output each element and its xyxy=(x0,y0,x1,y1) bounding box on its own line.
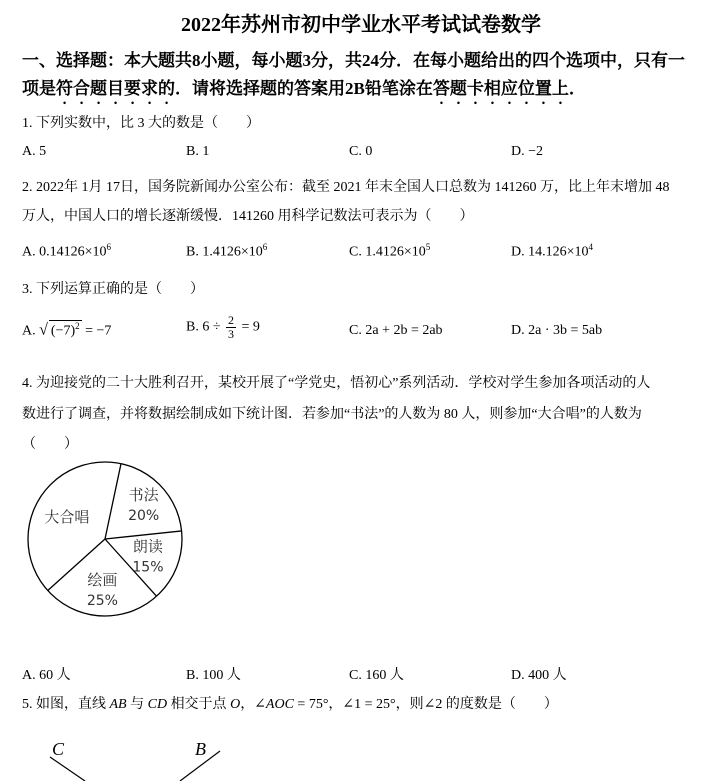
section-heading-line1: 一、选择题：本大题共8小题，每小题3分，共24分．在每小题给出的四个选项中，只有一 xyxy=(22,51,685,70)
pie-slice-label: 书法 xyxy=(128,486,159,505)
point-label-c: C xyxy=(52,739,65,759)
question-1-stem: 1. 下列实数中，比 3 大的数是（ ） xyxy=(22,116,260,131)
q4-option-d[interactable]: D. 400 人 xyxy=(511,668,567,683)
section-text: 项是 xyxy=(22,79,56,98)
point-label-b: B xyxy=(195,739,206,759)
emphasis-text: 答题卡相应位置上 xyxy=(432,79,569,98)
q3-option-d[interactable]: D. 2a · 3b = 5ab xyxy=(511,323,603,338)
q2-option-d[interactable]: D. $14.126\times 10^4$ xyxy=(511,242,594,260)
q1-option-c[interactable]: C. 0 xyxy=(349,144,373,159)
question-4-stem-line2: 数进行了调查，并将数据绘制成如下统计图．若参加“书法”的人数为 80 人，则参加“大合唱”的人数为 xyxy=(22,407,642,422)
q1-option-b[interactable]: B. 1 xyxy=(186,144,210,159)
q4-option-b[interactable]: B. 100 人 xyxy=(186,668,241,683)
question-4-stem-line3: （ ） xyxy=(22,437,78,452)
question-5-stem: 5. 如图，直线 AB 与 CD 相交于点 O，∠AOC = 75°，∠1 = 25°，则∠2 的度数是（ ） xyxy=(22,697,558,712)
question-2-stem-line1: 2. 2022年 1月 17日，国务院新闻办公室公布：截至 2021 年末全国人口总数为 141260 万，比上年末增加 48 xyxy=(22,180,670,195)
question-2-stem-line2: 万人，中国人口的增长逐渐缓慢．141260 用科学记数法可表示为（ ） xyxy=(22,209,474,224)
pie-slice-value: 25% xyxy=(86,592,118,609)
q4-option-a[interactable]: A. 60 人 xyxy=(22,668,71,683)
question-3-stem: 3. 下列运算正确的是（ ） xyxy=(22,282,204,297)
section-heading-line2 xyxy=(22,74,586,108)
q1-option-a[interactable]: A. 5 xyxy=(22,144,47,159)
question-4-stem-line1: 4. 为迎接党的二十大胜利召开，某校开展了“学党史，悟初心”系列活动．学校对学生参加各项活动的人 xyxy=(22,376,651,391)
page-title: 2022年苏州市初中学业水平考试试卷数学 xyxy=(181,14,541,36)
pie-slice-label: 大合唱 xyxy=(44,508,90,526)
q2-option-c[interactable]: C. $1.4126\times 10^5$ xyxy=(349,242,431,260)
pie-slice-boundary xyxy=(105,464,121,539)
q4-option-c[interactable]: C. 160 人 xyxy=(349,668,404,683)
q2-option-b[interactable]: B. $1.4126\times 10^6$ xyxy=(186,242,268,260)
q3-option-b[interactable]: B. 6 ÷ $\frac{2}{3}$ = 9 xyxy=(186,313,260,341)
q1-option-d[interactable]: D. −2 xyxy=(511,144,544,159)
section-text: ．请将选择题的答案用2B铅笔涂在 xyxy=(175,79,433,98)
section-text: ． xyxy=(568,79,586,98)
q2-option-a[interactable]: A. $0.14126\times 10^6$ xyxy=(22,242,112,260)
pie-slice-label: 朗读 xyxy=(132,537,163,556)
q3-option-c[interactable]: C. 2a + 2b = 2ab xyxy=(349,323,443,338)
pie-chart xyxy=(20,460,200,620)
pie-slice-value: 15% xyxy=(132,559,164,576)
pie-slice-value: 20% xyxy=(128,508,160,525)
line-figure xyxy=(30,735,250,781)
emphasis-text: 符合题目要求的 xyxy=(56,79,175,98)
pie-slice-label: 绘画 xyxy=(87,570,118,589)
q3-option-a[interactable]: A. √ $(-7)^2 = -7$ xyxy=(22,321,112,339)
line-cd xyxy=(50,757,85,781)
